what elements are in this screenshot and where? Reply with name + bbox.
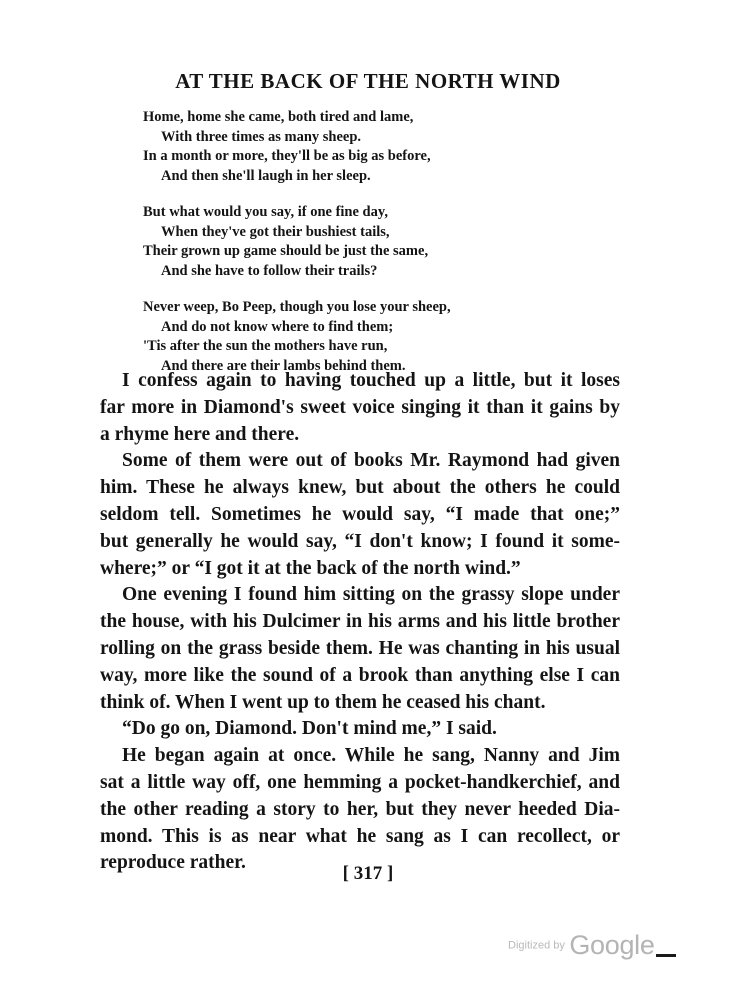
paragraph-line: mond. This is as near what he sang as I can recollect, or [100, 825, 620, 847]
poem-line: With three times as many sheep. [161, 128, 362, 145]
poem-line: In a month or more, they'll be as big as before, [143, 148, 431, 164]
paragraph-2 [100, 448, 620, 582]
poem-line: Never weep, Bo Peep, though you lose your sheep, [143, 299, 451, 315]
google-logo: Google [569, 930, 655, 960]
poem-line: 'Tis after the sun the mothers have run, [143, 338, 388, 354]
digitized-watermark [508, 930, 676, 961]
paragraph-line: a rhyme here and there. [100, 423, 300, 445]
paragraph-line: think of. When I went up to them he ceased his chant. [100, 691, 546, 713]
poem-line: Home, home she came, both tired and lame, [143, 109, 414, 125]
poem-stanza-1 [143, 108, 623, 186]
poem-line: When they've got their bushiest tails, [161, 223, 390, 240]
paragraph-line: He began again at once. While he sang, Nanny and Jim [122, 745, 620, 767]
paragraph-line: reproduce rather. [100, 852, 246, 874]
paragraph-4 [122, 716, 620, 743]
poem-line: Their grown up game should be just the same, [143, 243, 429, 259]
logo-underline-mark [656, 954, 676, 957]
paragraph-line: seldom tell. Sometimes he would say, “I made that one;” [100, 503, 620, 525]
poem-line: And do not know where to find them; [161, 318, 394, 335]
paragraph-line: far more in Diamond's sweet voice singing it than it gains by [100, 396, 620, 418]
paragraph-line: I confess again to having touched up a little, but it loses [122, 370, 620, 391]
paragraph-line: One evening I found him sitting on the grassy slope under [122, 584, 620, 606]
paragraph-line: way, more like the sound of a brook than anything else I can [100, 664, 620, 686]
paragraph-line: sat a little way off, one hemming a pocket-handkerchief, and [100, 771, 620, 793]
paragraph-line: but generally he would say, “I don't know; I found it some- [100, 530, 620, 552]
prose-body [100, 368, 620, 877]
poem [143, 108, 623, 393]
page-number: [ 317 ] [342, 863, 394, 884]
paragraph-5 [100, 743, 620, 877]
paragraph-line: the house, with his Dulcimer in his arms and his little brother [100, 611, 620, 633]
poem-stanza-3 [143, 298, 623, 376]
paragraph-line: where;” or “I got it at the back of the north wind.” [100, 557, 521, 579]
paragraph-line: him. These he always knew, but about the others he could [100, 477, 620, 499]
paragraph-line: “Do go on, Diamond. Don't mind me,” I said. [122, 718, 497, 740]
paragraph-line: Some of them were out of books Mr. Raymond had given [122, 450, 620, 472]
paragraph-line: the other reading a story to her, but they never heeded Dia- [100, 798, 620, 820]
running-title: AT THE BACK OF THE NORTH WIND [175, 69, 561, 93]
poem-line: And then she'll laugh in her sleep. [161, 167, 371, 184]
paragraph-1 [100, 368, 620, 448]
paragraph-3 [100, 582, 620, 716]
paragraph-line: rolling on the grass beside them. He was chanting in his usual [100, 637, 620, 659]
poem-line: But what would you say, if one fine day, [143, 204, 388, 220]
watermark-prefix: Digitized by [508, 939, 565, 952]
poem-line: And there are their lambs behind them. [161, 357, 406, 374]
poem-line: And she have to follow their trails? [161, 262, 378, 279]
poem-stanza-2 [143, 203, 623, 281]
